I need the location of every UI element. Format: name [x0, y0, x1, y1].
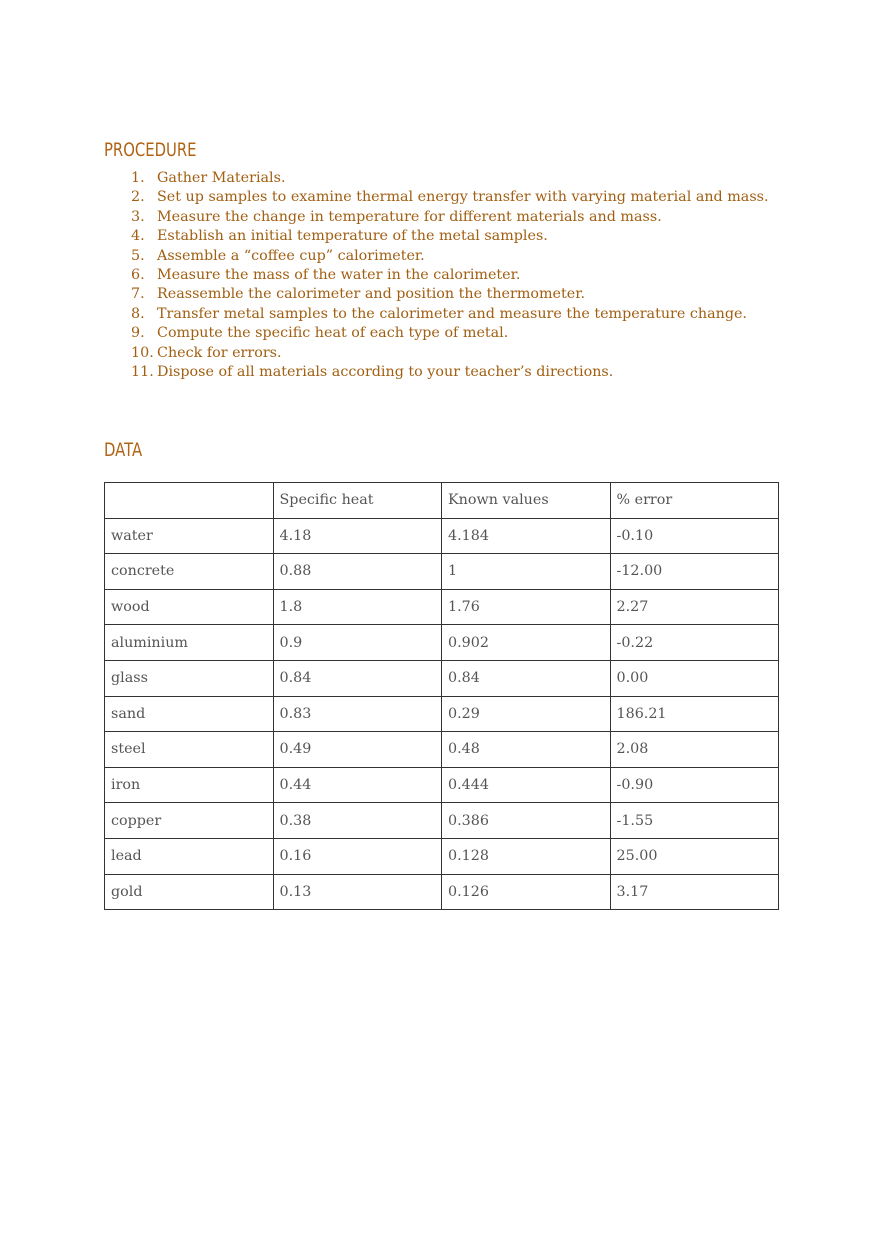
step-number: 9. [131, 325, 145, 342]
known-value-cell: 1 [442, 554, 611, 590]
data-heading: DATA [104, 439, 143, 461]
percent-error-cell: -0.22 [610, 625, 779, 661]
procedure-step [104, 324, 784, 343]
procedure-step [104, 188, 784, 207]
procedure-step [104, 227, 784, 246]
table-row [105, 696, 779, 732]
step-number: 7. [131, 286, 145, 303]
specific-heat-cell: 0.16 [273, 838, 442, 874]
step-number: 6. [131, 267, 145, 284]
material-cell: aluminium [105, 625, 274, 661]
percent-error-cell: -12.00 [610, 554, 779, 590]
percent-error-cell: 2.08 [610, 732, 779, 768]
material-cell: copper [105, 803, 274, 839]
procedure-step [104, 169, 784, 188]
percent-error-cell: -0.90 [610, 767, 779, 803]
procedure-step [104, 285, 784, 304]
step-number: 8. [131, 305, 145, 322]
known-value-cell: 0.386 [442, 803, 611, 839]
table-row [105, 838, 779, 874]
specific-heat-cell: 0.49 [273, 732, 442, 768]
specific-heat-cell: 0.9 [273, 625, 442, 661]
procedure-step [104, 266, 784, 285]
specific-heat-cell: 1.8 [273, 589, 442, 625]
step-text: Gather Materials. [157, 170, 286, 186]
step-text: Assemble a “coffee cup” calorimeter. [157, 247, 425, 264]
table-row [105, 554, 779, 590]
table-row [105, 874, 779, 910]
specific-heat-cell: 4.18 [273, 518, 442, 554]
step-text: Check for errors. [157, 344, 282, 361]
procedure-heading: PROCEDURE [104, 139, 197, 161]
procedure-step [104, 305, 784, 324]
specific-heat-cell: 0.44 [273, 767, 442, 803]
percent-error-cell: 0.00 [610, 660, 779, 696]
known-value-cell: 0.128 [442, 838, 611, 874]
procedure-step [104, 247, 784, 266]
material-cell: gold [105, 874, 274, 910]
material-cell: water [105, 518, 274, 554]
step-number: 4. [131, 228, 145, 245]
table-row [105, 660, 779, 696]
table-row [105, 625, 779, 661]
step-number: 10. [131, 344, 154, 361]
step-number: 11. [131, 364, 154, 381]
procedure-step [104, 208, 784, 227]
step-number: 1. [131, 170, 145, 186]
specific-heat-cell: 0.84 [273, 660, 442, 696]
known-value-cell: 0.48 [442, 732, 611, 768]
material-cell: concrete [105, 554, 274, 590]
step-text: Measure the mass of the water in the calorimeter. [157, 267, 521, 284]
column-header-percent-error: % error [610, 483, 779, 519]
specific-heat-cell: 0.38 [273, 803, 442, 839]
procedure-step [104, 363, 784, 382]
known-value-cell: 0.444 [442, 767, 611, 803]
table-row [105, 518, 779, 554]
specific-heat-table [104, 482, 779, 910]
step-number: 3. [131, 208, 145, 225]
known-value-cell: 0.902 [442, 625, 611, 661]
table-header-row [105, 483, 779, 519]
step-text: Compute the specific heat of each type of metal. [157, 325, 509, 342]
known-value-cell: 0.29 [442, 696, 611, 732]
step-text: Set up samples to examine thermal energy transfer with varying material and mass. [157, 189, 769, 206]
percent-error-cell: -1.55 [610, 803, 779, 839]
step-number: 2. [131, 189, 145, 206]
material-cell: sand [105, 696, 274, 732]
step-text: Dispose of all materials according to your teacher’s directions. [157, 364, 614, 381]
material-cell: glass [105, 660, 274, 696]
table-row [105, 767, 779, 803]
step-text: Measure the change in temperature for different materials and mass. [157, 208, 662, 225]
known-value-cell: 1.76 [442, 589, 611, 625]
column-header [105, 483, 274, 519]
procedure-step [104, 344, 784, 363]
known-value-cell: 0.126 [442, 874, 611, 910]
percent-error-cell: 2.27 [610, 589, 779, 625]
percent-error-cell: 25.00 [610, 838, 779, 874]
percent-error-cell: 3.17 [610, 874, 779, 910]
specific-heat-cell: 0.88 [273, 554, 442, 590]
material-cell: wood [105, 589, 274, 625]
step-text: Reassemble the calorimeter and position the thermometer. [157, 286, 586, 303]
material-cell: iron [105, 767, 274, 803]
specific-heat-cell: 0.13 [273, 874, 442, 910]
step-number: 5. [131, 247, 145, 264]
known-value-cell: 0.84 [442, 660, 611, 696]
procedure-steps-list [104, 169, 784, 382]
known-value-cell: 4.184 [442, 518, 611, 554]
material-cell: steel [105, 732, 274, 768]
table-row [105, 589, 779, 625]
step-text: Transfer metal samples to the calorimeter and measure the temperature change. [157, 305, 747, 322]
percent-error-cell: -0.10 [610, 518, 779, 554]
table-row [105, 803, 779, 839]
specific-heat-cell: 0.83 [273, 696, 442, 732]
column-header-known-values: Known values [442, 483, 611, 519]
table-row [105, 732, 779, 768]
step-text: Establish an initial temperature of the metal samples. [157, 228, 548, 245]
material-cell: lead [105, 838, 274, 874]
column-header-specific-heat: Specific heat [273, 483, 442, 519]
percent-error-cell: 186.21 [610, 696, 779, 732]
